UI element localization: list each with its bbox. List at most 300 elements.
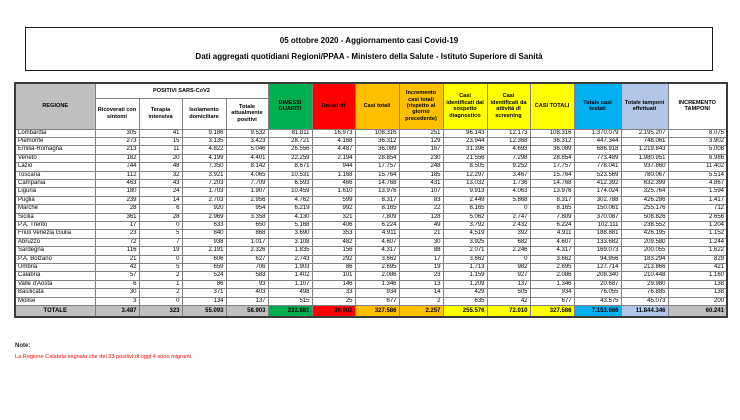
value-cell: 238.552 <box>621 221 668 229</box>
note-block <box>15 343 193 360</box>
value-cell: 583 <box>226 272 268 280</box>
value-cell: 108.316 <box>355 129 399 137</box>
table-row <box>15 146 727 154</box>
value-cell: 3.662 <box>443 255 487 263</box>
region-name-cell: Molise <box>15 297 95 305</box>
value-cell: 15 <box>139 137 182 145</box>
value-cell: 20.687 <box>574 280 621 288</box>
value-cell: 1.835 <box>268 247 312 255</box>
value-cell: 9.913 <box>443 188 487 196</box>
value-cell: 505 <box>487 289 530 297</box>
value-cell: 33 <box>312 289 355 297</box>
value-cell: 5 <box>139 264 182 272</box>
value-cell: 361 <box>95 213 139 221</box>
value-cell: 4.065 <box>226 171 268 179</box>
value-cell: 2.191 <box>182 247 226 255</box>
value-cell: 1.017 <box>226 238 268 246</box>
value-cell: 28.721 <box>268 137 312 145</box>
value-cell: 9.532 <box>226 129 268 137</box>
value-cell: 498 <box>268 289 312 297</box>
value-cell: 7.153.866 <box>574 306 621 318</box>
value-cell: 133.682 <box>574 238 621 246</box>
value-cell: 1.346 <box>355 280 399 288</box>
value-cell: 3.135 <box>182 137 226 145</box>
table-row <box>15 163 727 171</box>
value-cell: 138 <box>668 289 727 297</box>
value-cell: 273 <box>95 137 139 145</box>
value-cell: 744 <box>95 163 139 171</box>
value-cell: 2 <box>399 297 443 305</box>
value-cell: 677 <box>530 297 574 305</box>
value-cell: 96.143 <box>443 129 487 137</box>
value-cell: 982 <box>487 264 530 272</box>
value-cell: 305 <box>95 129 139 137</box>
value-cell: 255.176 <box>621 205 668 213</box>
value-cell: 3.902 <box>668 137 727 145</box>
value-cell: 28.854 <box>355 154 399 162</box>
value-cell: 447.344 <box>574 137 621 145</box>
value-cell: 42 <box>487 297 530 305</box>
value-cell: 169.073 <box>574 247 621 255</box>
value-cell: 4.519 <box>443 230 487 238</box>
value-cell: 431 <box>399 179 443 187</box>
value-cell: 7.203 <box>182 179 226 187</box>
note-label: Note: <box>15 343 31 349</box>
table-row <box>15 297 727 305</box>
col-header-incremento-tamponi: INCREMENTO TAMPONI <box>668 83 727 129</box>
value-cell: 4.199 <box>182 154 226 162</box>
value-cell: 36.002 <box>312 306 355 318</box>
value-cell: 5.008 <box>668 146 727 154</box>
value-cell: 188.881 <box>574 230 621 238</box>
table-row <box>15 255 727 263</box>
value-cell: 3.690 <box>268 230 312 238</box>
value-cell: 3.423 <box>226 137 268 145</box>
value-cell: 86 <box>312 264 355 272</box>
value-cell: 4.822 <box>182 146 226 154</box>
value-cell: 31.396 <box>443 146 487 154</box>
value-cell: 76.055 <box>574 289 621 297</box>
value-cell: 0 <box>487 205 530 213</box>
value-cell: 606 <box>182 255 226 263</box>
value-cell: 200.055 <box>621 247 668 255</box>
table-row <box>15 137 727 145</box>
table-row <box>15 238 727 246</box>
value-cell: 4.911 <box>355 230 399 238</box>
value-cell: 353 <box>312 230 355 238</box>
value-cell: 182 <box>95 154 139 162</box>
table-row <box>15 179 727 187</box>
value-cell: 466 <box>312 179 355 187</box>
value-cell: 25 <box>312 297 355 305</box>
value-cell: 14 <box>399 289 443 297</box>
value-cell: 28 <box>139 213 182 221</box>
value-cell: 156 <box>312 247 355 255</box>
value-cell: 29.980 <box>621 280 668 288</box>
col-header-terapia-intensiva: Terapia intensiva <box>139 98 182 129</box>
value-cell: 3.358 <box>226 213 268 221</box>
value-cell: 12.297 <box>443 171 487 179</box>
value-cell: 403 <box>226 289 268 297</box>
value-cell: 2.432 <box>487 221 530 229</box>
region-name-cell: Toscana <box>15 171 95 179</box>
value-cell: 2.071 <box>443 247 487 255</box>
value-cell: 48 <box>139 163 182 171</box>
value-cell: 937.860 <box>621 163 668 171</box>
value-cell: 9.252 <box>487 163 530 171</box>
value-cell: 0 <box>139 221 182 229</box>
value-cell: 137 <box>226 297 268 305</box>
value-cell: 14 <box>139 196 182 204</box>
region-name-cell: Veneto <box>15 154 95 162</box>
region-name-cell: Liguria <box>15 188 95 196</box>
value-cell: 57 <box>95 272 139 280</box>
value-cell: 3.662 <box>530 255 574 263</box>
value-cell: 22 <box>399 205 443 213</box>
value-cell: 868 <box>226 230 268 238</box>
value-cell: 116 <box>95 247 139 255</box>
value-cell: 6 <box>95 280 139 288</box>
value-cell: 20 <box>139 154 182 162</box>
value-cell: 524 <box>182 272 226 280</box>
value-cell: 2.086 <box>530 272 574 280</box>
value-cell: 8.075 <box>668 129 727 137</box>
value-cell: 2.969 <box>182 213 226 221</box>
value-cell: 1.244 <box>668 238 727 246</box>
value-cell: 101 <box>312 272 355 280</box>
value-cell: 23 <box>399 272 443 280</box>
value-cell: 327.586 <box>355 306 399 318</box>
value-cell: 292 <box>312 255 355 263</box>
value-cell: 1.622 <box>668 247 727 255</box>
value-cell: 1.370.079 <box>574 129 621 137</box>
value-cell: 406 <box>312 221 355 229</box>
value-cell: 412.392 <box>574 179 621 187</box>
value-cell: 712 <box>668 205 727 213</box>
value-cell: 9.186 <box>182 129 226 137</box>
region-name-cell: Piemonte <box>15 137 95 145</box>
value-cell: 920 <box>182 205 226 213</box>
value-cell: 840 <box>182 230 226 238</box>
table-row <box>15 221 727 229</box>
value-cell: 28 <box>95 205 139 213</box>
value-cell: 780.067 <box>621 171 668 179</box>
value-cell: 773.489 <box>574 154 621 162</box>
region-name-cell: Valle d'Aosta <box>15 280 95 288</box>
value-cell: 508.826 <box>621 213 668 221</box>
value-cell: 1.610 <box>312 188 355 196</box>
value-cell: 632.399 <box>621 179 668 187</box>
value-cell: 17.757 <box>355 163 399 171</box>
value-cell: 4.607 <box>530 238 574 246</box>
value-cell: 2.656 <box>668 213 727 221</box>
value-cell: 11 <box>139 146 182 154</box>
value-cell: 371 <box>182 289 226 297</box>
value-cell: 88 <box>399 247 443 255</box>
value-cell: 134 <box>182 297 226 305</box>
value-cell: 1.980.951 <box>621 154 668 162</box>
value-cell: 2.195.207 <box>621 129 668 137</box>
value-cell: 28.854 <box>530 154 574 162</box>
region-name-cell: Lazio <box>15 163 95 171</box>
value-cell: 112 <box>95 171 139 179</box>
value-cell: 200 <box>668 297 727 305</box>
value-cell: 5.868 <box>487 196 530 204</box>
value-cell: 255.576 <box>443 306 487 318</box>
table-row <box>15 205 727 213</box>
value-cell: 42 <box>95 264 139 272</box>
value-cell: 2.086 <box>355 272 399 280</box>
value-cell: 7.350 <box>182 163 226 171</box>
value-cell: 72.010 <box>487 306 530 318</box>
value-cell: 323 <box>139 306 182 318</box>
value-cell: 15.764 <box>355 171 399 179</box>
value-cell: 938 <box>182 238 226 246</box>
value-cell: 14.768 <box>355 179 399 187</box>
value-cell: 927 <box>487 272 530 280</box>
value-cell: 954 <box>226 205 268 213</box>
value-cell: 36.089 <box>530 146 574 154</box>
value-cell: 2.326 <box>226 247 268 255</box>
value-cell: 23 <box>95 230 139 238</box>
value-cell: 7.809 <box>355 213 399 221</box>
covid-table <box>14 82 728 318</box>
col-header-isolamento: Isolamento domiciliare <box>182 98 226 129</box>
value-cell: 1.204 <box>668 221 727 229</box>
value-cell: 992 <box>312 205 355 213</box>
col-header-ricoverati: Ricoverati con sintomi <box>95 98 139 129</box>
value-cell: 682 <box>487 238 530 246</box>
value-cell: 36.089 <box>355 146 399 154</box>
value-cell: 22.259 <box>268 154 312 162</box>
region-name-cell: Abruzzo <box>15 238 95 246</box>
value-cell: 2.695 <box>355 264 399 272</box>
value-cell: 15.764 <box>530 171 574 179</box>
region-name-cell: Friuli Venezia Giulia <box>15 230 95 238</box>
region-name-cell: TOTALE <box>15 306 95 318</box>
value-cell: 24 <box>139 188 182 196</box>
value-cell: 30 <box>95 289 139 297</box>
value-cell: 3.921 <box>182 171 226 179</box>
value-cell: 72 <box>95 238 139 246</box>
value-cell: 180 <box>95 188 139 196</box>
value-cell: 10.531 <box>268 171 312 179</box>
value-cell: 6 <box>139 205 182 213</box>
value-cell: 4.693 <box>487 146 530 154</box>
col-header-casi-testati: Totale casi testati <box>574 83 621 129</box>
value-cell: 429 <box>443 289 487 297</box>
value-cell: 4.762 <box>268 196 312 204</box>
value-cell: 1.402 <box>268 272 312 280</box>
value-cell: 4.063 <box>487 188 530 196</box>
col-header-tamponi: Totale tamponi effettuati <box>621 83 668 129</box>
value-cell: 49 <box>399 221 443 229</box>
table-row <box>15 280 727 288</box>
value-cell: 1.417 <box>668 196 727 204</box>
value-cell: 43.575 <box>574 297 621 305</box>
value-cell: 13.976 <box>355 188 399 196</box>
value-cell: 213.866 <box>621 264 668 272</box>
value-cell: 183.294 <box>621 255 668 263</box>
value-cell: 210.448 <box>621 272 668 280</box>
value-cell: 3 <box>95 297 139 305</box>
value-cell: 8.165 <box>530 205 574 213</box>
value-cell: 934 <box>530 289 574 297</box>
positivi-group-header: POSITIVI SARS-CoV2 <box>95 83 268 98</box>
value-cell: 7.298 <box>487 154 530 162</box>
value-cell: 108.316 <box>530 129 574 137</box>
value-cell: 17 <box>95 221 139 229</box>
value-cell: 325.764 <box>621 188 668 196</box>
value-cell: 3.467 <box>487 171 530 179</box>
table-header <box>15 83 727 129</box>
value-cell: 32 <box>139 171 182 179</box>
value-cell: 8.505 <box>443 163 487 171</box>
value-cell: 13.976 <box>530 188 574 196</box>
value-cell: 60.241 <box>668 306 727 318</box>
value-cell: 829 <box>668 255 727 263</box>
table-body <box>15 129 727 317</box>
region-name-cell: Sicilia <box>15 213 95 221</box>
value-cell: 0 <box>139 297 182 305</box>
value-cell: 633 <box>182 221 226 229</box>
value-cell: 8.671 <box>268 163 312 171</box>
value-cell: 26.556 <box>268 146 312 154</box>
region-name-cell: Sardegna <box>15 247 95 255</box>
value-cell: 6.986 <box>668 154 727 162</box>
value-cell: 426.195 <box>621 230 668 238</box>
value-cell: 421 <box>668 264 727 272</box>
value-cell: 1.736 <box>487 179 530 187</box>
value-cell: 778.041 <box>574 163 621 171</box>
value-cell: 627 <box>226 255 268 263</box>
value-cell: 686.918 <box>574 146 621 154</box>
value-cell: 635 <box>443 297 487 305</box>
value-cell: 21 <box>399 230 443 238</box>
value-cell: 14.768 <box>530 179 574 187</box>
value-cell: 93 <box>226 280 268 288</box>
value-cell: 426.286 <box>621 196 668 204</box>
table-row <box>15 247 727 255</box>
value-cell: 83 <box>399 196 443 204</box>
value-cell: 55.093 <box>182 306 226 318</box>
value-cell: 251 <box>399 129 443 137</box>
region-name-cell: Calabria <box>15 272 95 280</box>
value-cell: 3.487 <box>95 306 139 318</box>
value-cell: 6.224 <box>530 221 574 229</box>
value-cell: 1.160 <box>668 272 727 280</box>
value-cell: 4.130 <box>268 213 312 221</box>
col-header-casi-totali: Casi totali <box>355 83 399 129</box>
value-cell: 2 <box>139 272 182 280</box>
value-cell: 1.907 <box>226 188 268 196</box>
value-cell: 677 <box>355 297 399 305</box>
value-cell: 137 <box>487 280 530 288</box>
value-cell: 3.108 <box>268 238 312 246</box>
value-cell: 81.811 <box>268 129 312 137</box>
value-cell: 4.317 <box>355 247 399 255</box>
value-cell: 129 <box>399 137 443 145</box>
value-cell: 12.173 <box>487 129 530 137</box>
value-cell: 392 <box>487 230 530 238</box>
value-cell: 5.514 <box>668 171 727 179</box>
value-cell: 30 <box>399 238 443 246</box>
value-cell: 1.219.843 <box>621 146 668 154</box>
value-cell: 248 <box>399 163 443 171</box>
table-row <box>15 154 727 162</box>
value-cell: 3.925 <box>443 238 487 246</box>
col-header-screening: Casi identificati da attività di screening <box>487 83 530 129</box>
value-cell: 17 <box>399 255 443 263</box>
col-header-casi-totali-sum: CASI TOTALI <box>530 83 574 129</box>
value-cell: 138 <box>668 280 727 288</box>
value-cell: 1 <box>139 280 182 288</box>
value-cell: 17.757 <box>530 163 574 171</box>
value-cell: 1.107 <box>268 280 312 288</box>
region-name-cell: Lombardia <box>15 129 95 137</box>
value-cell: 2.194 <box>312 154 355 162</box>
value-cell: 76.885 <box>621 289 668 297</box>
value-cell: 4.401 <box>226 154 268 162</box>
value-cell: 8.317 <box>355 196 399 204</box>
value-cell: 239 <box>95 196 139 204</box>
table-row <box>15 171 727 179</box>
value-cell: 3.792 <box>443 221 487 229</box>
table-row <box>15 213 727 221</box>
value-cell: 4.911 <box>530 230 574 238</box>
value-cell: 1.209 <box>443 280 487 288</box>
col-header-attualmente-positivi: Totale attualmente positivi <box>226 98 268 129</box>
value-cell: 370.087 <box>574 213 621 221</box>
value-cell: 2.449 <box>443 196 487 204</box>
value-cell: 174.024 <box>574 188 621 196</box>
value-cell: 515 <box>268 297 312 305</box>
value-cell: 4.607 <box>355 238 399 246</box>
value-cell: 2.246 <box>487 247 530 255</box>
value-cell: 230 <box>399 154 443 162</box>
value-cell: 1.703 <box>182 188 226 196</box>
value-cell: 58.903 <box>226 306 268 318</box>
value-cell: 21 <box>95 255 139 263</box>
value-cell: 127.714 <box>574 264 621 272</box>
totale-row <box>15 306 727 318</box>
region-name-cell: Puglia <box>15 196 95 204</box>
value-cell: 2 <box>139 289 182 297</box>
value-cell: 4.867 <box>668 179 727 187</box>
value-cell: 2.695 <box>530 264 574 272</box>
value-cell: 6.224 <box>355 221 399 229</box>
value-cell: 7.809 <box>530 213 574 221</box>
report-date-line: 05 ottobre 2020 - Aggiornamento casi Covid-19 <box>279 35 459 45</box>
report-subtitle-line: Dati aggregati quotidiani Regioni/PPAA - Ministero della Salute - Istituto Superiore di Sanità <box>195 52 543 62</box>
table-row <box>15 272 727 280</box>
value-cell: 209.580 <box>621 238 668 246</box>
value-cell: 10.459 <box>268 188 312 196</box>
value-cell: 36.312 <box>530 137 574 145</box>
table-row <box>15 264 727 272</box>
value-cell: 107 <box>399 188 443 196</box>
value-cell: 3.662 <box>355 255 399 263</box>
value-cell: 11.402 <box>668 163 727 171</box>
value-cell: 19 <box>139 247 182 255</box>
value-cell: 2.703 <box>182 196 226 204</box>
value-cell: 1.159 <box>443 272 487 280</box>
value-cell: 0 <box>487 255 530 263</box>
value-cell: 102.111 <box>574 221 621 229</box>
value-cell: 7.709 <box>226 179 268 187</box>
table-row <box>15 289 727 297</box>
value-cell: 167 <box>399 146 443 154</box>
